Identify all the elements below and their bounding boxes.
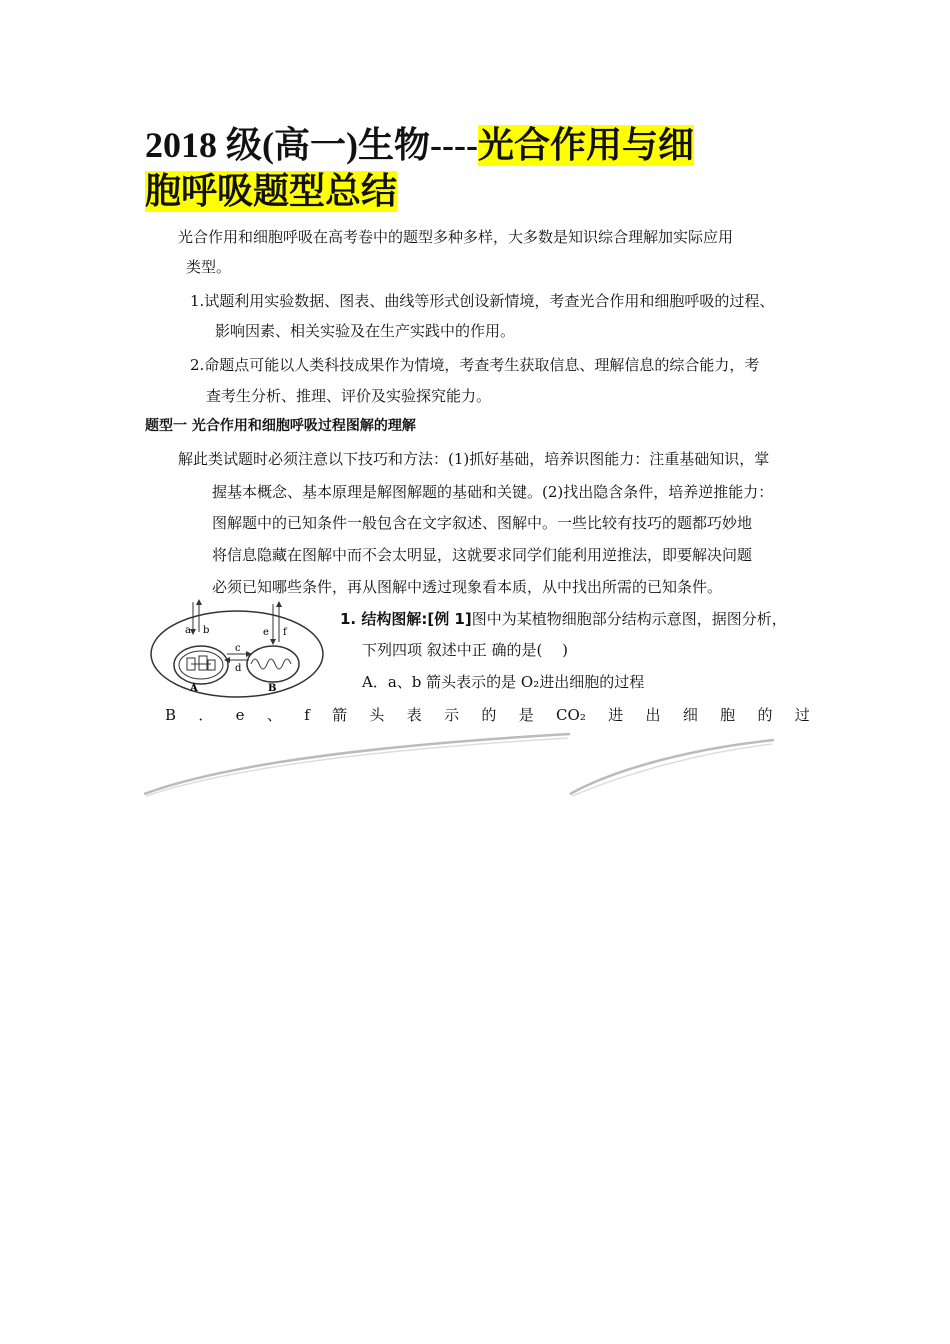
intro-point-2: 2.命题点可能以人类科技成果作为情境，考查考生获取信息、理解信息的综合能力，考	[190, 356, 760, 374]
mitochondrion-shape	[247, 646, 299, 682]
title-highlight-1: 光合作用与细	[477, 125, 694, 166]
section-para-line-2: 握基本概念、基本原理是解图解题的基础和关键。(2)找出隐含条件，培养逆推能力：	[212, 483, 774, 501]
option-b-char: 进	[608, 706, 624, 724]
scribble-marks	[140, 720, 780, 810]
label-d: d	[235, 663, 242, 674]
intro-point-1: 1.试题利用实验数据、图表、曲线等形式创设新情境，考查光合作用和细胞呼吸的过程、	[190, 292, 775, 310]
chloroplast-shape	[174, 646, 228, 684]
label-a: a	[185, 625, 191, 636]
section-heading: 题型一 光合作用和细胞呼吸过程图解的理解	[145, 418, 416, 434]
example-line-2: 下列四项 叙述中正 确的是( )	[362, 641, 569, 659]
label-B: B	[268, 683, 277, 694]
label-c: c	[235, 643, 241, 654]
intro-line-1: 光合作用和细胞呼吸在高考卷中的题型多种多样，大多数是知识综合理解加实际应用	[178, 228, 734, 246]
intro-point-2b: 查考生分析、推理、评价及实验探究能力。	[206, 387, 492, 405]
option-b-char: 过	[794, 706, 810, 724]
example-line-1	[340, 604, 787, 634]
title-part1: 2018 级(高一)生物----	[145, 125, 478, 165]
intro-line-1b: 类型。	[186, 258, 232, 276]
option-b-char: ．	[198, 706, 214, 724]
section-para-line-5: 必须已知哪些条件，再从图解中透过现象看本质，从中找出所需的已知条件。	[212, 578, 723, 596]
example-label: 1. 结构图解:[例 1]	[340, 610, 472, 628]
option-b-char: B	[165, 706, 177, 724]
intro-point-1b: 影响因素、相关实验及在生产实践中的作用。	[215, 322, 516, 340]
option-b-char: 示	[444, 706, 460, 724]
label-b: b	[203, 625, 210, 636]
option-b-char: 胞	[720, 706, 736, 724]
option-b-char: CO₂	[556, 706, 586, 724]
section-para-line-3: 图解题中的已知条件一般包含在文字叙述、图解中。一些比较有技巧的题都巧妙地	[212, 514, 753, 532]
page-title	[145, 122, 825, 215]
option-b-char: 表	[406, 706, 422, 724]
option-a: A．a、b 箭头表示的是 O₂进出细胞的过程	[362, 673, 645, 691]
option-b-char: 头	[369, 706, 385, 724]
option-b-char: e	[235, 706, 245, 724]
option-b-char: f	[304, 706, 310, 724]
option-b-char: 的	[481, 706, 497, 724]
option-b-char: 、	[266, 706, 282, 724]
label-f: f	[283, 627, 287, 638]
option-b-char: 出	[645, 706, 661, 724]
option-b-char: 的	[757, 706, 773, 724]
label-A: A	[190, 683, 198, 694]
section-para-line-4: 将信息隐藏在图解中而不会太明显，这就要求同学们能利用逆推法，即要解决问题	[212, 546, 753, 564]
option-b-char: 细	[682, 706, 698, 724]
option-b-char: 是	[518, 706, 534, 724]
cell-diagram	[145, 598, 327, 702]
section-para-line-1: 解此类试题时必须注意以下技巧和方法：(1)抓好基础，培养识图能力：注重基础知识，掌	[178, 450, 770, 468]
example-text-1: 图中为某植物细胞部分结构示意图，据图分析，	[471, 610, 787, 628]
option-b-char: 箭	[332, 706, 348, 724]
title-highlight-2: 胞呼吸题型总结	[145, 171, 398, 212]
label-e: e	[263, 627, 269, 638]
